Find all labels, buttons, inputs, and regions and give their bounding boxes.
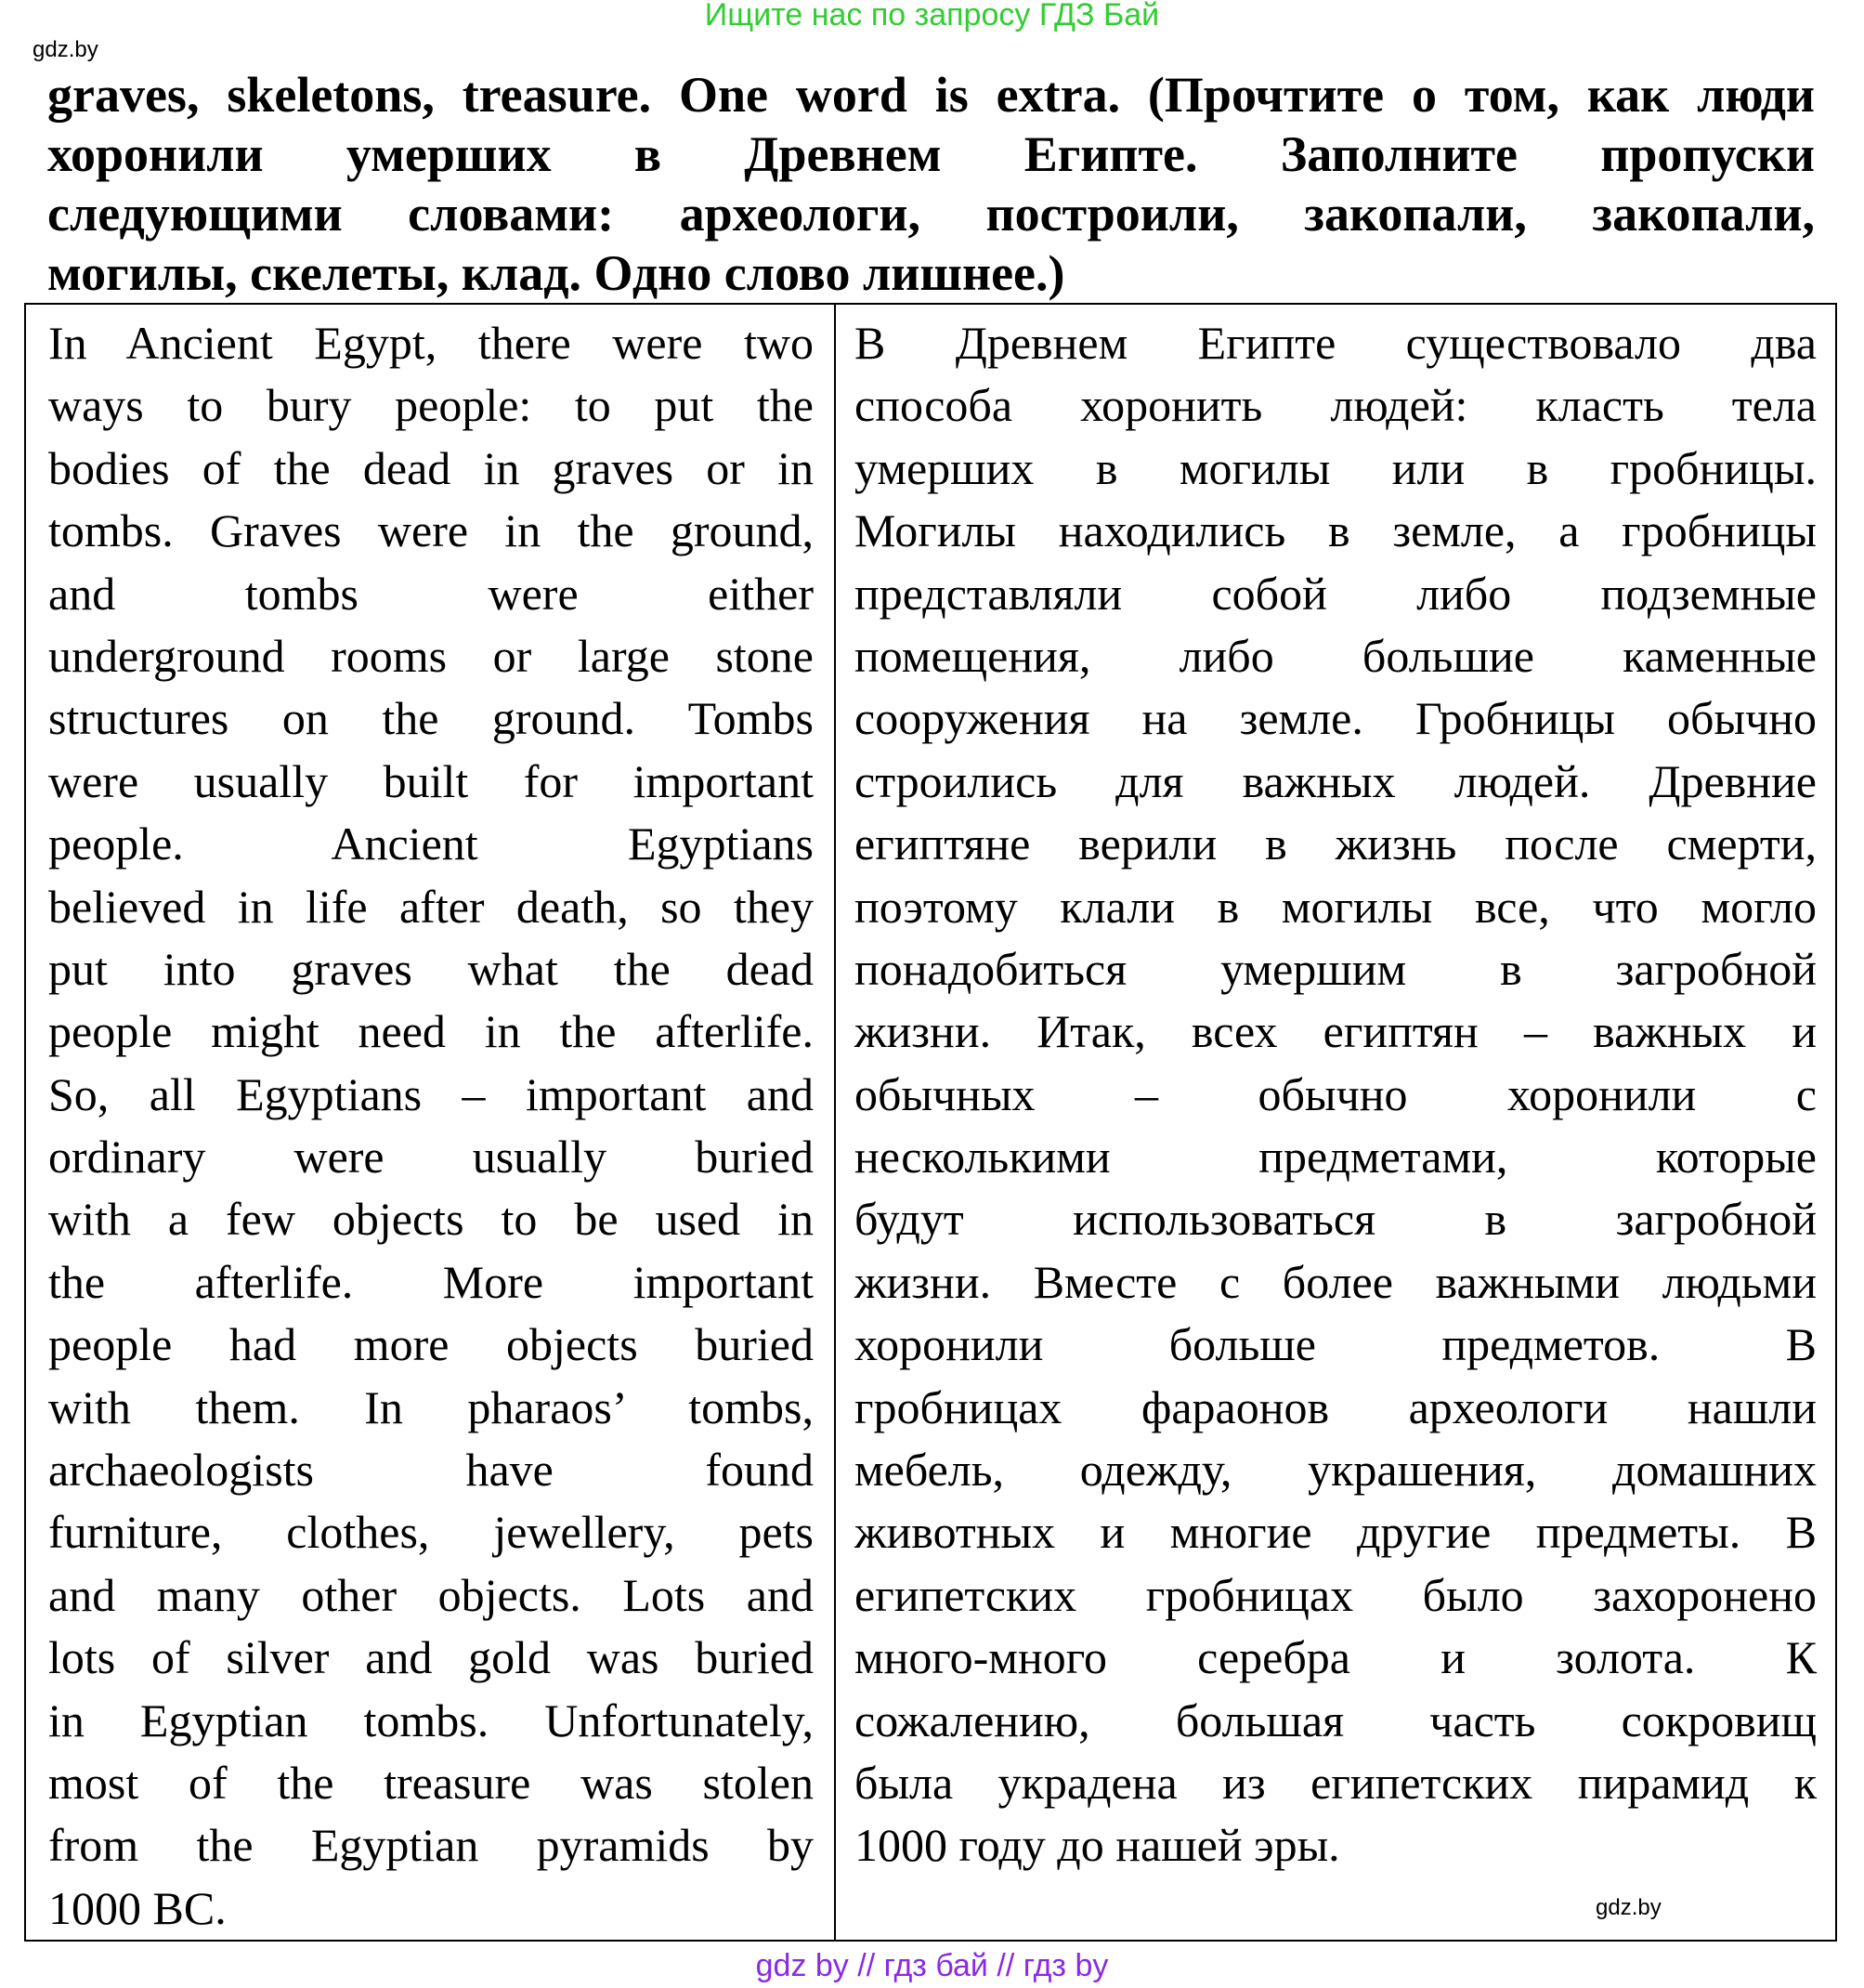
text-line: гробницах фараонов археологи нашли xyxy=(854,1380,1817,1433)
text-line: обычных – обычно хоронили с xyxy=(854,1067,1817,1120)
text-line: people might need in the afterlife. xyxy=(48,1005,814,1058)
text-line: tombs. Graves were in the ground, xyxy=(48,504,814,557)
text-line: ordinary were usually buried xyxy=(48,1131,814,1184)
text-line: была украдена из египетских пирамид к xyxy=(854,1756,1817,1809)
task-heading xyxy=(47,65,1815,303)
text-line: 1000 году до нашей эры. xyxy=(854,1819,1340,1872)
text-line: and tombs were either xyxy=(48,567,814,620)
text-line: много-много серебра и золота. К xyxy=(854,1631,1817,1684)
text-line: мебель, одежду, украшения, домашних xyxy=(854,1444,1817,1497)
heading-line: могилы, скелеты, клад. Одно слово лишнее.) xyxy=(47,245,1065,301)
text-line: помещения, либо большие каменные xyxy=(854,629,1817,682)
text-line: понадобиться умершим в загробной xyxy=(854,942,1817,995)
text-line: people had more objects buried xyxy=(48,1318,814,1371)
text-line: So, all Egyptians – important and xyxy=(48,1067,814,1120)
text-line: most of the treasure was stolen xyxy=(48,1756,814,1809)
text-line: bodies of the dead in graves or in xyxy=(48,441,814,494)
text-line: жизни. Итак, всех египтян – важных и xyxy=(854,1005,1817,1058)
heading-line: следующими словами: археологи, построили, закопали, закопали, xyxy=(47,186,1815,242)
text-line: животных и многие другие предметы. В xyxy=(854,1506,1817,1559)
text-line: in Egyptian tombs. Unfortunately, xyxy=(48,1694,814,1746)
text-line: ways to bury people: to put the xyxy=(48,379,814,432)
text-line: structures on the ground. Tombs xyxy=(48,692,814,745)
text-line: хоронили больше предметов. В xyxy=(854,1318,1817,1371)
text-line: несколькими предметами, которые xyxy=(854,1131,1817,1184)
watermark: gdz.by xyxy=(33,37,98,62)
text-line: put into graves what the dead xyxy=(48,942,814,995)
text-line: lots of silver and gold was buried xyxy=(48,1631,814,1684)
russian-column xyxy=(836,305,1835,1940)
text-table xyxy=(24,303,1837,1942)
text-line: and many other objects. Lots and xyxy=(48,1568,814,1621)
heading-line: graves, skeletons, treasure. One word is extra. (Прочтите о том, как люди xyxy=(47,67,1815,123)
text-line: 1000 BC. xyxy=(48,1881,227,1934)
text-line: строились для важных людей. Древние xyxy=(854,754,1817,807)
text-line: будут использоваться в загробной xyxy=(854,1193,1817,1246)
text-line: сооружения на земле. Гробницы обычно xyxy=(854,692,1817,745)
text-line: the afterlife. More important xyxy=(48,1255,814,1308)
heading-line: хоронили умерших в Древнем Египте. Заполните пропуски xyxy=(47,126,1815,182)
text-line: египетских гробницах было захоронено xyxy=(854,1568,1817,1621)
text-line: египтяне верили в жизнь после смерти, xyxy=(854,817,1817,870)
text-line: Могилы находились в земле, а гробницы xyxy=(854,504,1817,557)
text-line: were usually built for important xyxy=(48,754,814,807)
text-line: underground rooms or large stone xyxy=(48,629,814,682)
text-line: with them. In pharaos’ tombs, xyxy=(48,1380,814,1433)
text-line: believed in life after death, so they xyxy=(48,880,814,933)
text-line: In Ancient Egypt, there were two xyxy=(48,317,814,369)
text-line: сожалению, большая часть сокровищ xyxy=(854,1694,1817,1746)
text-line: умерших в могилы или в гробницы. xyxy=(854,441,1817,494)
text-line: В Древнем Египте существовало два xyxy=(854,317,1817,369)
text-line: furniture, clothes, jewellery, pets xyxy=(48,1506,814,1559)
text-line: people. Ancient Egyptians xyxy=(48,817,814,870)
text-line: поэтому клали в могилы все, что могло xyxy=(854,880,1817,933)
watermark: gdz.by xyxy=(1596,1895,1662,1920)
footer-links: gdz by // гдз бай // гдз by xyxy=(755,1948,1109,1983)
text-line: жизни. Вместе с более важными людьми xyxy=(854,1255,1817,1308)
text-line: способа хоронить людей: класть тела xyxy=(854,379,1817,432)
search-banner: Ищите нас по запросу ГДЗ Бай xyxy=(704,0,1160,33)
english-column xyxy=(26,305,836,1940)
text-line: with a few objects to be used in xyxy=(48,1193,814,1246)
text-line: представляли собой либо подземные xyxy=(854,567,1817,620)
text-line: from the Egyptian pyramids by xyxy=(48,1819,814,1872)
text-line: archaeologists have found xyxy=(48,1444,814,1497)
